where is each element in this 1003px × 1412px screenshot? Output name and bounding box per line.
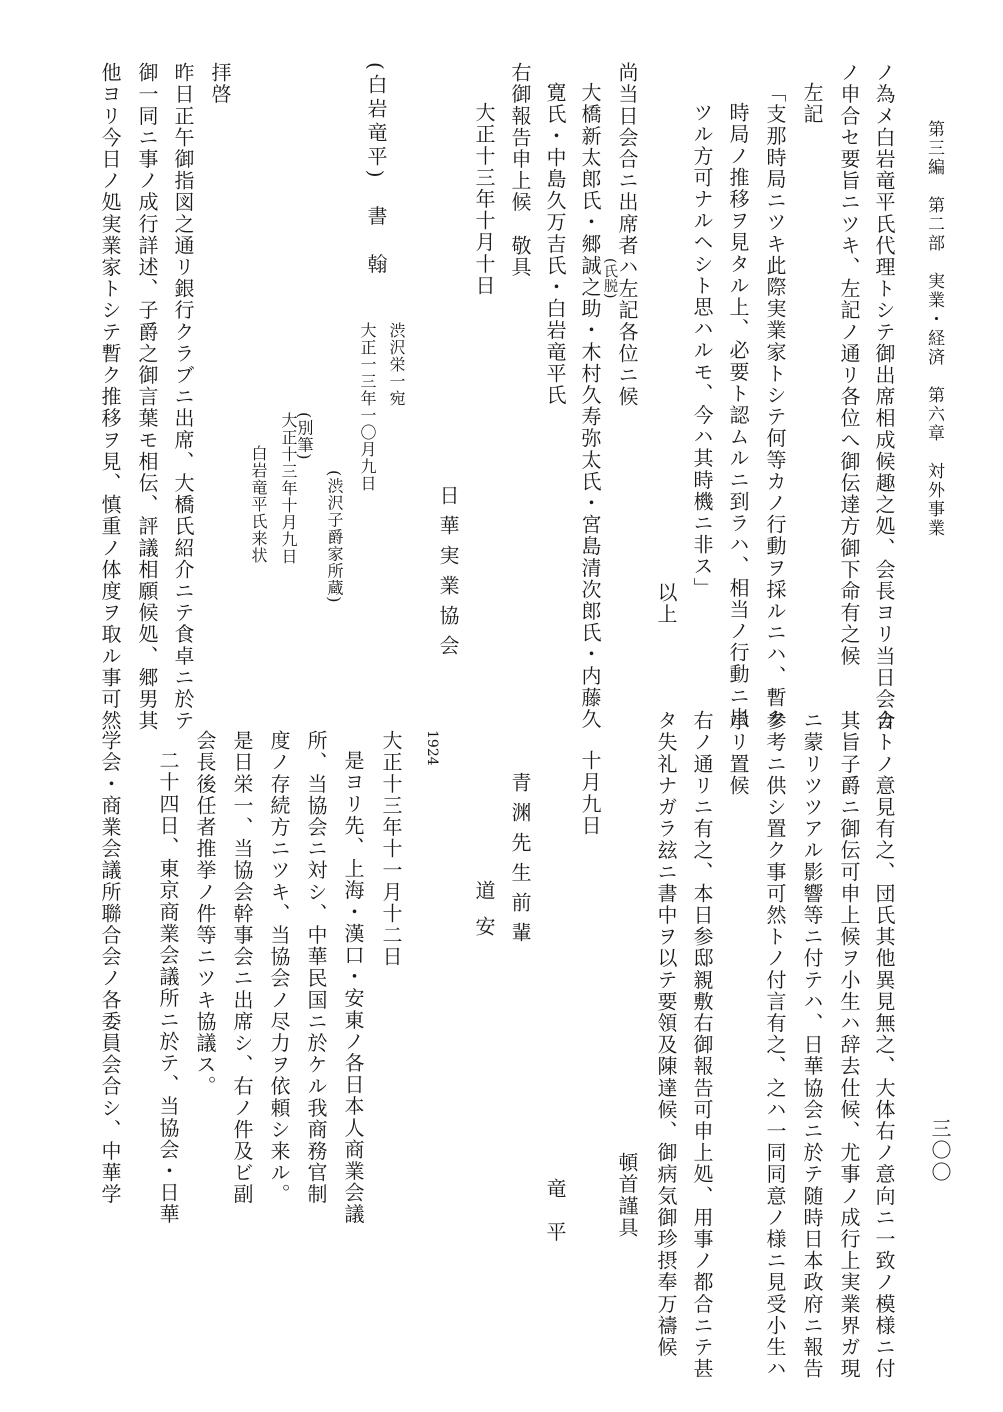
- lower-line-18: 学会・商業会議所聯合会ノ各委員会合シ、中華学: [98, 730, 122, 1206]
- upper-line-18: 拝啓: [208, 62, 232, 106]
- lower-line-3: ニ蒙リツツアル影響等ニ付テハ、日華協会ニ於テ随時日本政府ニ報告: [800, 710, 824, 1380]
- upper-line-6-end: 以上: [654, 582, 678, 626]
- lower-line-13: 所、当協会ニ対シ、中華民国ニ於ケル我商務官制: [304, 730, 328, 1206]
- upper-line-16b: 大正十三年十月九日: [279, 412, 298, 565]
- upper-line-13: 大正一三年一〇月九日: [358, 322, 377, 492]
- running-title: 第三編 第二部 実業・経済 第六章 対外事業: [924, 120, 944, 538]
- lower-line-15: 是日栄一、当協会幹事会ニ出席シ、右ノ件及ビ副: [230, 730, 254, 1206]
- upper-line-20: 御一同ニ事ノ成行詳述、子爵之御言葉モ相伝、評議相願候処、郷男其: [135, 62, 159, 732]
- lower-line-6: 右ノ通リニ有之、本日参邸親敷右御報告可申上処、用事ノ都合ニテ甚: [690, 710, 714, 1380]
- upper-line-11: 大正十三年十月十日: [472, 102, 496, 297]
- upper-line-7: 尚当日会合ニ出席者ハ左記各位ニ候: [615, 62, 639, 408]
- lower-line-2: 其旨子爵ニ御伝可申上候ヲ小生ハ辞去仕候、尤事ノ成行上実業界ガ現: [837, 710, 861, 1380]
- upper-line-15: (渋沢子爵家所蔵): [325, 470, 344, 604]
- upper-line-21: 他ヨリ今日ノ処実業家トシテ暫ク推移ヲ見、慎重ノ体度ヲ取ル事可然: [98, 62, 122, 732]
- upper-line-1: ノ為メ白岩竜平氏代理トシテ御出席相成候趣之処、会長ヨリ当日会合: [872, 62, 896, 732]
- lower-line-16: 会長後任者推挙ノ件等ニツキ協議ス。: [193, 730, 217, 1098]
- lower-line-12: 是ヨリ先、上海・漢口・安東ノ各日本人商業会議: [341, 750, 365, 1226]
- lower-line-5: 承リ置候: [726, 710, 750, 797]
- upper-line-10: 右御報告申上候 敬具: [508, 62, 532, 278]
- lower-line-8: 十月九日: [578, 750, 602, 837]
- lower-line-17: 二十四日、東京商業会議所ニ於テ、当協会・日華: [156, 750, 180, 1226]
- page-number: 三〇〇: [928, 1118, 952, 1183]
- lower-line-4: 参考ニ供シ置ク事可然トノ付言有之、之ハ一同同意ノ様ニ見受小生ハ: [763, 710, 787, 1380]
- upper-line-5: 時局ノ推移ヲ見タル上、必要ト認ムルニ到ラハ、相当ノ行動ニ出: [726, 102, 750, 729]
- lower-line-7-end: 頓首謹具: [615, 1152, 639, 1239]
- upper-line-8: 大橋新太郎氏・郷誠之助・木村久寿弥太氏・宮島清次郎氏・内藤久: [578, 82, 602, 730]
- lower-line-14: 度ノ存続方ニツキ、当協会ノ尽力ヲ依頼シ来ル。: [267, 730, 291, 1206]
- upper-line-19: 昨日正午御指図之通リ銀行クラブニ出席、大橋氏紹介ニテ食卓ニ於テ: [171, 62, 195, 732]
- upper-line-3: 左記: [800, 82, 824, 126]
- upper-line-4: 「支那時局ニツキ此際実業家トシテ何等カノ行動ヲ採ルニハ、暫ク: [763, 82, 787, 730]
- lower-line-10: 道安: [472, 880, 496, 952]
- upper-line-6: ツル方可ナルヘシト思ハルモ、今ハ其時機ニ非ス」: [690, 102, 714, 599]
- lower-line-11: 大正十三年十一月十二日: [379, 730, 403, 968]
- upper-line-8-note: (氏脱): [602, 258, 618, 299]
- lower-line-1: カトノ意見有之、団氏其他異見無之、大体右ノ意向ニ一致ノ模様ニ付: [872, 710, 896, 1380]
- upper-line-12: 渋沢栄一宛: [387, 322, 406, 407]
- upper-line-2: ノ申合セ要旨ニツキ、左記ノ通リ各位へ御伝達方御下命有之候: [837, 62, 861, 667]
- upper-line-14: (白岩竜平) 書 翰: [364, 62, 388, 278]
- upper-line-16: (別筆): [295, 412, 314, 461]
- lower-line-8-sign: 竜 平: [543, 1178, 567, 1243]
- lower-line-9: 青渊先生前輩: [508, 772, 532, 952]
- upper-line-11-sender: 日華実業協会: [436, 485, 460, 665]
- upper-line-9: 寛氏・中島久万吉氏・白岩竜平氏: [543, 82, 567, 406]
- lower-line-7: タ失礼ナガラ玆ニ書中ヲ以テ要領及陳達候、御病気御珍摂奉万禱候: [654, 710, 678, 1358]
- lower-year-note: 1924: [424, 730, 440, 766]
- upper-line-17: 白岩竜平氏来状: [249, 445, 268, 564]
